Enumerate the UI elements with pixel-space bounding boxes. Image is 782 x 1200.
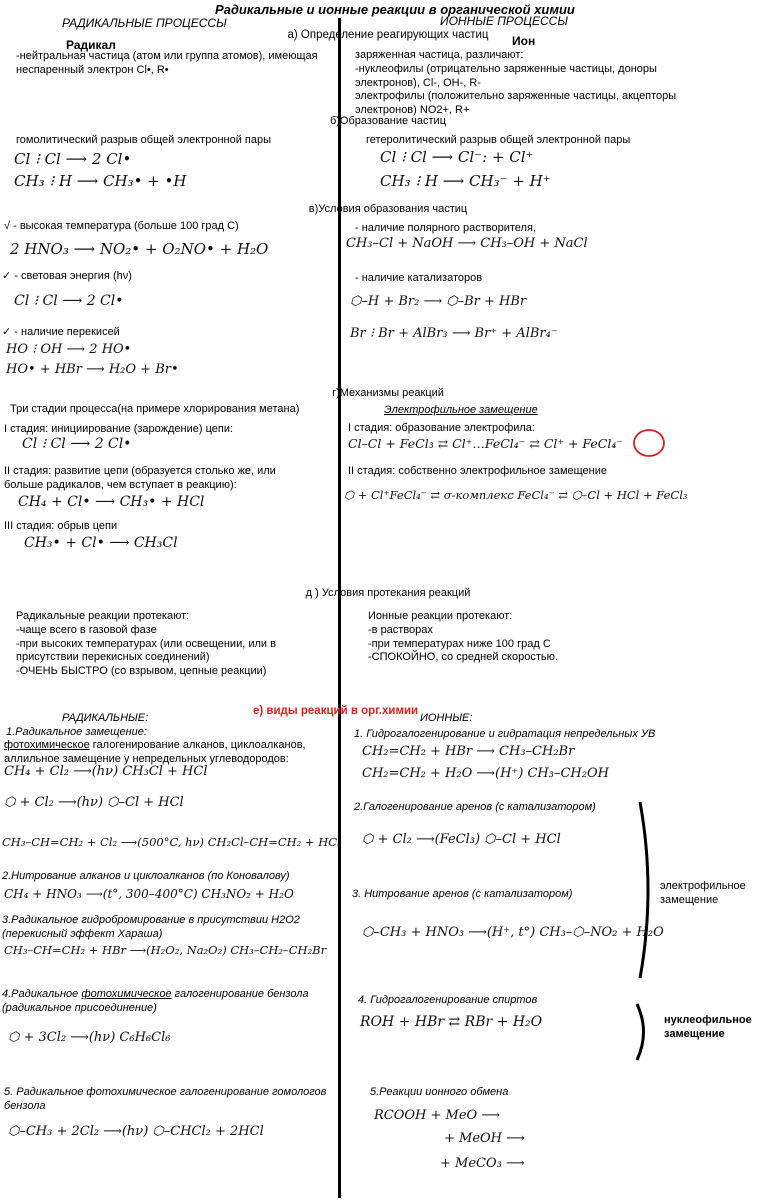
heterolytic-eq-1: Cl ⁝ Cl ⟶ Cl⁻: + Cl⁺ [380,148,534,166]
ionic-1-equation-1: CH₂=CH₂ + HBr ⟶ CH₃–CH₂Br [362,744,575,759]
column-divider [338,18,341,1198]
radical-types-label: РАДИКАЛЬНЫЕ: [62,712,149,724]
stage-2-equation: CH₄ + Cl• ⟶ CH₃• + HCl [18,494,205,510]
stage-3-equation: CH₃• + Cl• ⟶ CH₃Cl [24,535,178,551]
ionic-conditions: Ионные реакции протекают: -в растворах -при температурах ниже 100 град С -СПОКОЙНО, со средней скоростью. [368,610,558,664]
section-c-heading: в)Условия образования частиц [308,203,468,215]
electrophile-stage-1-equation: Cl–Cl + FeCl₃ ⇄ Cl⁺…FeCl₄⁻ ⇄ Cl⁺ + FeCl₄⁻ [348,436,623,451]
homolytic-eq-1: Cl ⁝ Cl ⟶ 2 Cl• [14,150,132,168]
ionic-3-title: 3. Нитрование аренов (с катализатором) [352,888,573,900]
ionic-4-title: 4. Гидрогалогенирование спиртов [358,994,538,1006]
heterolytic-label: гетеролитический разрыв общей электронной пары [366,134,631,146]
section-a-heading: а) Определение реагирующих частиц [287,29,489,41]
equation-catalyst-2: Br ⁝ Br + AlBr₃ ⟶ Br⁺ + AlBr₄⁻ [350,326,558,341]
ionic-5-equation-2: + MeOH ⟶ [444,1131,525,1146]
ionic-3-equation: ⬡–CH₃ + HNO₃ ⟶(H⁺, t°) CH₃–⬡–NO₂ + H₂O [362,925,664,940]
radical-definition: -нейтральная частица (атом или группа атомов), имеющая неспаренный электрон Cl•, R• [16,50,318,76]
page-title: Радикальные и ионные реакции в органической химии [215,2,575,17]
equation-light: Cl ⁝ Cl ⟶ 2 Cl• [14,293,124,309]
section-b-heading: б)Образование частиц [329,115,447,127]
equation-hno3: 2 HNO₃ ⟶ NO₂• + O₂NO• + H₂O [10,240,269,258]
radical-1-equation-2: ⬡ + Cl₂ ⟶(hν) ⬡–Cl + HCl [4,795,184,810]
condition-light: ✓ - световая энергия (hν) [2,270,132,282]
radical-conditions: Радикальные реакции протекают: -чаще всего в газовой фазе -при высоких температурах (или освещении, или в присутствии перекисных соединений) -ОЧЕНЬ БЫСТРО (со взрывом, цепные реакции) [16,610,276,677]
condition-peroxide: ✓ - наличие перекисей [2,326,120,338]
radical-4-equation: ⬡ + 3Cl₂ ⟶(hν) C₆H₆Cl₆ [8,1030,171,1045]
condition-catalyst: - наличие катализаторов [355,272,483,284]
radical-1-title: 1.Радикальное замещение: [6,726,147,738]
stage-1-label: I стадия: инициирование (зарождение) цепи: [4,423,234,435]
homolytic-label: гомолитический разрыв общей электронной пары [16,134,272,146]
radical-3-equation: CH₃–CH=CH₂ + HBr ⟶(H₂O₂, Na₂O₂) CH₃–CH₂–CH₂Br [4,943,327,957]
radical-4-title-c: галогенирование бензола (радикальное присоединение) [2,988,309,1014]
ionic-1-title: 1. Гидрогалогенирование и гидратация непредельных УВ [354,728,656,740]
radical-3-title: 3.Радикальное гидробромирование в присутствии Н2О2 (перекисный эффект Хараша) [2,914,300,940]
nucleophilic-bracket [634,1002,654,1062]
stage-2-label: II стадия: развитие цепи (образуется столько же, или больше радикалов, чем вступает в реакцию): [4,465,276,491]
ionic-2-equation: ⬡ + Cl₂ ⟶(FeCl₃) ⬡–Cl + HCl [362,832,561,847]
radical-4-title [2,988,336,1016]
radical-2-equation: CH₄ + HNO₃ ⟶(t°, 300–400°C) CH₃NO₂ + H₂O [4,887,294,901]
electrophilic-bracket [636,800,660,980]
radical-1-description [4,739,334,767]
ionic-4-equation: ROH + HBr ⇄ RBr + H₂O [360,1014,543,1030]
radical-term: Радикал [66,38,116,52]
radical-1-equation-1: CH₄ + Cl₂ ⟶(hν) CH₃Cl + HCl [4,764,208,779]
right-column-header: ИОННЫЕ ПРОЦЕССЫ [440,14,568,28]
left-column-header: РАДИКАЛЬНЫЕ ПРОЦЕССЫ [62,16,227,30]
ionic-2-title: 2.Галогенирование аренов (с катализатором) [354,801,596,813]
equation-catalyst-1: ⬡–H + Br₂ ⟶ ⬡–Br + HBr [350,294,527,309]
ionic-types-label: ИОННЫЕ: [420,712,473,724]
electrophilic-bracket-label: электрофильное замещение [660,880,746,906]
heterolytic-eq-2: CH₃ ⁝ H ⟶ CH₃⁻ + H⁺ [380,172,551,190]
radical-2-title: 2.Нитрование алканов и циклоалканов (по Коновалову) [2,870,290,882]
electrophile-stage-1-label: I стадия: образование электрофила: [348,422,535,434]
equation-peroxide-1: HO ⁝ OH ⟶ 2 HO• [6,342,132,357]
radical-1-equation-3: CH₃–CH=CH₂ + Cl₂ ⟶(500°C, hν) CH₂Cl–CH=CH₂ + HCl [2,835,341,849]
ionic-1-equation-2: CH₂=CH₂ + H₂O ⟶(H⁺) CH₃–CH₂OH [362,766,609,781]
radical-4-title-a: 4.Радикальное [2,988,82,1000]
radical-5-equation: ⬡–CH₃ + 2Cl₂ ⟶(hν) ⬡–CHCl₂ + 2HCl [8,1124,264,1139]
stage-1-equation: Cl ⁝ Cl ⟶ 2 Cl• [22,436,132,452]
ion-definition: заряженная частица, различают: -нуклеофилы (отрицательно заряженные частицы, доноры электронов), Cl-, OH-, R- электрофилы (положительно заряженные частицы, акцепторы электронов) NO2+, R+ [355,49,677,116]
radical-1-photochemical-underlined: фотохимическое [4,739,90,751]
condition-polar-solvent: - наличие полярного растворителя, [355,222,536,234]
ionic-5-equation-3: + MeCO₃ ⟶ [440,1156,525,1171]
equation-polar-solvent: CH₃–Cl + NaOH ⟶ CH₃–OH + NaCl [346,236,588,251]
red-circle-highlight [632,428,666,458]
three-stages-label: Три стадии процесса(на примере хлорирования метана) [10,403,300,415]
ionic-5-title: 5.Реакции ионного обмена [370,1086,509,1098]
equation-peroxide-2: HO• + HBr ⟶ H₂O + Br• [6,362,179,377]
electrophile-stage-2-label: II стадия: собственно электрофильное замещение [348,465,607,477]
radical-5-title: 5. Радикальное фотохимическое галогенирование гомологов бензола [4,1086,327,1112]
section-e-heading: д ) Условия протекания реакций [305,587,471,599]
electrophile-stage-2-equation: ⬡ + Cl⁺FeCl₄⁻ ⇄ σ-комплекс FeCl₄⁻ ⇄ ⬡–Cl + HCl + FeCl₃ [344,488,688,502]
ionic-5-equation-1: RCOOH + MeO ⟶ [374,1108,500,1123]
homolytic-eq-2: CH₃ ⁝ H ⟶ CH₃• + •H [14,172,187,190]
stage-3-label: III стадия: обрыв цепи [4,520,118,532]
section-d-heading: г)Механизмы реакций [332,387,444,399]
section-f-heading: е) виды реакций в орг.химии [253,705,419,717]
condition-temperature: √ - высокая температура (больше 100 град С) [4,220,239,232]
nucleophilic-bracket-label: нуклеофильное замещение [664,1014,752,1040]
electrophilic-substitution-label: Электрофильное замещение [384,404,538,416]
radical-4-title-underlined: фотохимическое [81,988,172,1000]
ion-term: Ион [512,34,536,48]
radical-1-description-rest: галогенирование алканов, циклоалканов, аллильное замещение у непредельных углеводородов: [4,739,306,765]
